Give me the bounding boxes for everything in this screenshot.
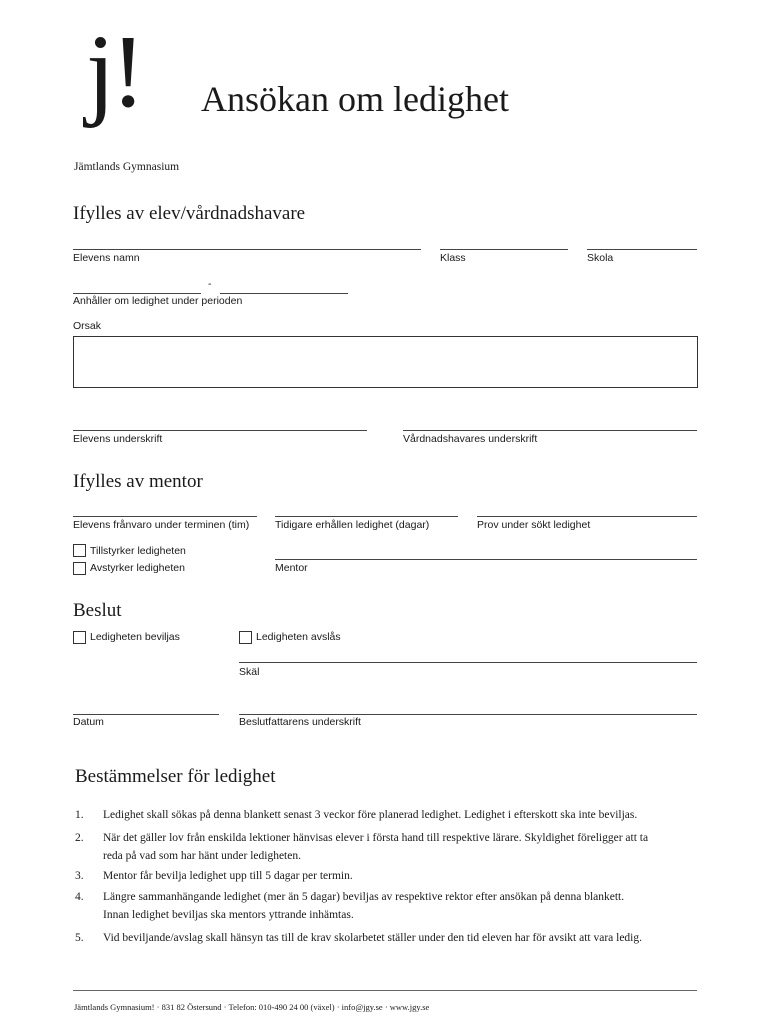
granted-label: Ledigheten beviljas bbox=[90, 631, 180, 643]
school-label: Skola bbox=[587, 252, 614, 264]
rule-number: 3. bbox=[75, 870, 84, 882]
rule-text-line: Vid beviljande/avslag skall hänsyn tas till de krav skolarbetet ställer under den tid eleven har för avsikt att vara ledig. bbox=[103, 932, 643, 944]
granted-checkbox[interactable] bbox=[73, 631, 86, 644]
decision-section-heading: Beslut bbox=[73, 600, 122, 621]
tests-label: Prov under sökt ledighet bbox=[477, 519, 591, 531]
reject-label: Avstyrker ledigheten bbox=[90, 562, 185, 574]
rule-text bbox=[103, 929, 703, 947]
school-field[interactable] bbox=[587, 249, 697, 250]
guardian-signature-label: Vårdnadshavares underskrift bbox=[403, 433, 538, 445]
rule-text bbox=[103, 888, 703, 924]
student-signature-label: Elevens underskrift bbox=[73, 433, 163, 445]
absence-field[interactable] bbox=[73, 516, 257, 517]
student-name-field[interactable] bbox=[73, 249, 421, 250]
previous-leave-field[interactable] bbox=[275, 516, 458, 517]
denied-label: Ledigheten avslås bbox=[256, 631, 341, 643]
reject-checkbox[interactable] bbox=[73, 562, 86, 575]
period-start-field[interactable] bbox=[73, 293, 201, 294]
rule-number: 2. bbox=[75, 832, 84, 844]
school-logo: j! bbox=[86, 14, 142, 129]
rule-text-line: När det gäller lov från enskilda lektioner hänvisas elever i första hand till respektive lärare. Skyldighet föreligger att ta bbox=[103, 832, 649, 844]
rule-number: 5. bbox=[75, 932, 84, 944]
recommend-checkbox[interactable] bbox=[73, 544, 86, 557]
decision-date-label: Datum bbox=[73, 716, 104, 728]
previous-leave-label: Tidigare erhållen ledighet (dagar) bbox=[275, 519, 430, 531]
rule-text-line: Innan ledighet beviljas ska mentors yttrande inhämtas. bbox=[103, 909, 354, 921]
absence-label: Elevens frånvaro under terminen (tim) bbox=[73, 519, 250, 531]
rule-number: 4. bbox=[75, 891, 84, 903]
reason-textbox[interactable] bbox=[73, 336, 698, 388]
page-title: Ansökan om ledighet bbox=[201, 79, 509, 119]
rule-number: 1. bbox=[75, 809, 84, 821]
rule-text-line: Längre sammanhängande ledighet (mer än 5 dagar) beviljas av respektive rektor efter ansökan på denna blankett. bbox=[103, 891, 625, 903]
denied-checkbox[interactable] bbox=[239, 631, 252, 644]
student-section-heading: Ifylles av elev/vårdnadshavare bbox=[73, 203, 306, 224]
rule-text bbox=[103, 806, 703, 824]
reason-label: Orsak bbox=[73, 320, 102, 332]
guardian-signature-field[interactable] bbox=[403, 430, 697, 431]
period-label: Anhåller om ledighet under perioden bbox=[73, 295, 243, 307]
footer-divider bbox=[73, 990, 697, 991]
class-label: Klass bbox=[440, 252, 466, 264]
rules-section-heading: Bestämmelser för ledighet bbox=[75, 766, 276, 787]
rule-text bbox=[103, 829, 703, 865]
recommend-label: Tillstyrker ledigheten bbox=[90, 545, 186, 557]
decision-reason-label: Skäl bbox=[239, 666, 260, 678]
organization-name: Jämtlands Gymnasium bbox=[74, 161, 180, 173]
footer-contact: Jämtlands Gymnasium! · 831 82 Östersund · Telefon: 010-490 24 00 (växel) · info@jgy.se · www.jgy.se bbox=[74, 1002, 430, 1012]
rule-text-line: Mentor får bevilja ledighet upp till 5 dagar per termin. bbox=[103, 870, 353, 882]
rule-text-line: Ledighet skall sökas på denna blankett senast 3 veckor före planerad ledighet. Ledighet i efterskott ska inte beviljas. bbox=[103, 809, 638, 821]
date-separator: - bbox=[208, 278, 212, 290]
period-end-field[interactable] bbox=[220, 293, 348, 294]
mentor-section-heading: Ifylles av mentor bbox=[73, 471, 203, 492]
tests-field[interactable] bbox=[477, 516, 697, 517]
decision-date-field[interactable] bbox=[73, 714, 219, 715]
rule-text bbox=[103, 867, 703, 885]
decision-maker-signature-field[interactable] bbox=[239, 714, 697, 715]
class-field[interactable] bbox=[440, 249, 568, 250]
rule-text-line: reda på vad som har hänt under ledigheten. bbox=[103, 850, 301, 862]
student-signature-field[interactable] bbox=[73, 430, 367, 431]
student-name-label: Elevens namn bbox=[73, 252, 140, 264]
mentor-signature-field[interactable] bbox=[275, 559, 697, 560]
mentor-label: Mentor bbox=[275, 562, 308, 574]
decision-maker-signature-label: Beslutfattarens underskrift bbox=[239, 716, 361, 728]
decision-reason-field[interactable] bbox=[239, 662, 697, 663]
